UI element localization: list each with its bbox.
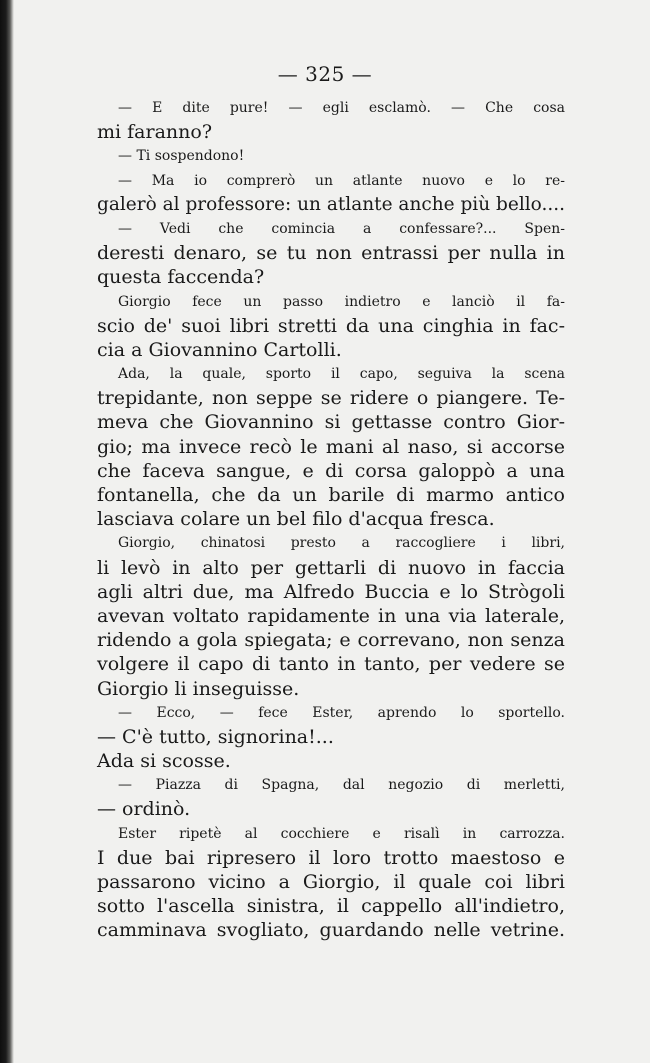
text-line: sotto l'ascella sinistra, il cappello all'indietro,: [97, 895, 565, 918]
text-line: cia a Giovannino Cartolli.: [97, 338, 342, 361]
text-line: galerò al professore: un atlante anche più bello....: [97, 193, 565, 215]
scan-binding-edge: [0, 0, 14, 1063]
text-line: I due bai ripresero il loro trotto maestoso e: [97, 846, 565, 869]
text-line: Giorgio li inseguisse.: [97, 677, 300, 700]
text-line: — Piazza di Spagna, dal negozio di merletti,: [118, 777, 565, 794]
text-line: — C'è tutto, signorina!...: [97, 725, 334, 748]
text-line: che faceva sangue, e di corsa galoppò a una: [97, 459, 565, 482]
text-line: deresti denaro, se tu non entrassi per nulla in: [97, 242, 565, 265]
text-line: mi faranno?: [97, 121, 213, 144]
text-line: avevan voltato rapidamente in una via laterale,: [97, 604, 565, 627]
text-line: — Ma io comprerò un atlante nuovo e lo re-: [118, 172, 565, 189]
text-line: Giorgio fece un passo indietro e lanciò il fa-: [118, 293, 565, 310]
text-line: agli altri due, ma Alfredo Buccia e lo Strògoli: [97, 580, 565, 603]
text-line: scio de' suoi libri stretti da una cinghia in fac-: [97, 314, 565, 337]
text-line: li levò in alto per gettarli di nuovo in faccia: [97, 556, 565, 579]
text-line: passarono vicino a Giorgio, il quale coi libri: [97, 871, 565, 893]
text-line: ridendo a gola spiegata; e correvano, non senza: [97, 629, 565, 652]
text-line: volgere il capo di tanto in tanto, per vedere se: [97, 653, 565, 676]
text-line: — Ecco, — fece Ester, aprendo lo sportello.: [118, 704, 565, 721]
text-line: — Ti sospendono!: [118, 148, 245, 165]
body-text: [97, 96, 565, 943]
text-line: — ordinò.: [97, 798, 191, 821]
text-line: — E dite pure! — egli esclamò. — Che cosa: [118, 100, 565, 116]
text-line: Ester ripetè al cocchiere e risalì in carrozza.: [118, 825, 565, 842]
text-line: camminava svogliato, guardando nelle vetrine.: [97, 919, 565, 942]
text-line: meva che Giovannino si gettasse contro Gior-: [97, 411, 565, 434]
text-line: — Vedi che comincia a confessare?... Spen-: [118, 220, 565, 237]
text-line: questa faccenda?: [97, 266, 265, 289]
text-line: trepidante, non seppe se ridere o piangere. Te-: [97, 387, 565, 410]
text-line: Giorgio, chinatosi presto a raccogliere i libri,: [118, 535, 565, 552]
text-line: Ada si scosse.: [97, 750, 231, 773]
page-number: — 325 —: [277, 62, 373, 86]
text-line: gio; ma invece recò le mani al naso, si accorse: [97, 435, 565, 458]
text-line: fontanella, che da un barile di marmo antico: [97, 484, 565, 506]
text-line: Ada, la quale, sporto il capo, seguiva la scena: [118, 366, 565, 383]
text-line: lasciava colare un bel filo d'acqua fresca.: [97, 508, 495, 531]
